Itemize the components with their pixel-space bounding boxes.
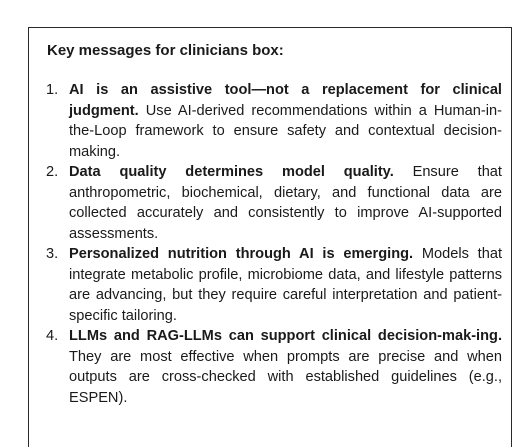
box-title: Key messages for clinicians box: xyxy=(47,42,284,59)
list-item xyxy=(46,162,502,244)
item-heading: Personalized nutrition through AI is emerging. xyxy=(69,246,414,262)
item-number: 3. xyxy=(46,246,59,262)
key-messages-box xyxy=(28,27,512,447)
list-item xyxy=(46,244,502,326)
item-number: 1. xyxy=(46,82,59,98)
item-heading: Data quality determines model quality. xyxy=(69,164,394,180)
item-heading: AI is an assistive tool—not a replacement for clinical judgment. xyxy=(69,82,502,119)
item-body: Models that integrate metabolic profile, microbiome data, and lifestyle patterns are advancing, but they require careful interpretation and patient-specific tailoring. xyxy=(69,246,503,324)
list-item xyxy=(46,326,502,408)
item-number: 4. xyxy=(46,328,59,344)
item-heading: LLMs and RAG-LLMs can support clinical decision-mak-ing. xyxy=(69,328,502,344)
item-body: Use AI-derived recommendations within a Human-in-the-Loop framework to ensure safety and contextual decision-making. xyxy=(69,102,502,160)
item-number: 2. xyxy=(46,164,59,180)
list-item xyxy=(46,80,502,162)
item-body: They are most effective when prompts are precise and when outputs are cross-checked with established guidelines (e.g., ESPEN). xyxy=(69,348,502,406)
item-body: Ensure that anthropometric, biochemical, dietary, and functional data are collected accurately and consistently to improve AI-supported assessments. xyxy=(69,164,502,242)
key-messages-list xyxy=(46,80,502,408)
